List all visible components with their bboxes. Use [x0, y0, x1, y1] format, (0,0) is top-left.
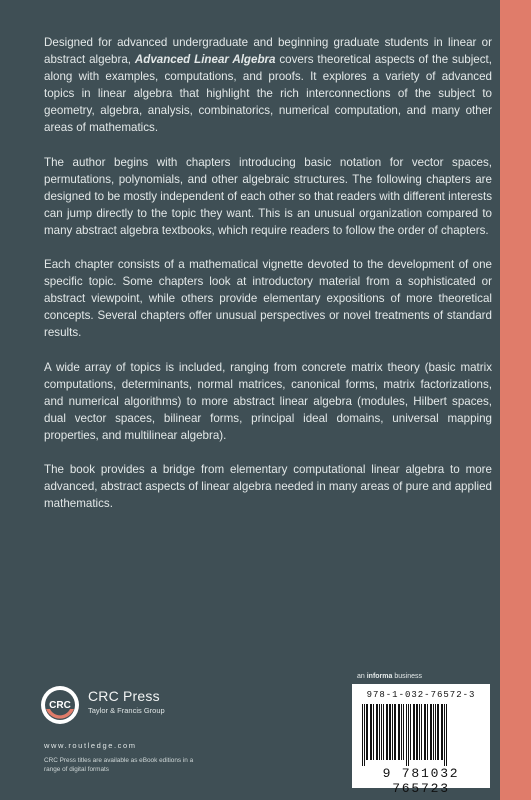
- barcode-bar: [366, 704, 368, 760]
- barcode-bar: [406, 704, 407, 766]
- barcode-bar: [373, 704, 374, 760]
- blurb-p1-intro: Designed for advanced undergraduate and beginning graduate students in linear or abstract algebra,: [44, 36, 492, 67]
- book-title-inline: Advanced Linear Algebra: [134, 53, 276, 67]
- crc-press-logo: [40, 685, 80, 725]
- informa-brand: informa: [366, 673, 393, 680]
- crc-logo-text: CRC: [49, 700, 71, 711]
- ebook-note: CRC Press titles are available as eBook editions in a range of digital formats: [44, 757, 194, 773]
- blurb-paragraph-2: The author begins with chapters introducing basic notation for vector spaces, permutations, polynomials, and other algebraic structures. The following chapters are designed to be mostly independent of each other so that readers with different interests can jump directly to the topic they want. This is an unusual organization compared to many abstract algebra textbooks, which require readers to follow the order of chapters.: [44, 155, 492, 237]
- barcode-bar: [413, 704, 415, 760]
- informa-business-line: [357, 673, 422, 680]
- barcode-bar: [379, 704, 380, 760]
- barcode-bar: [410, 704, 411, 760]
- barcode-bar: [421, 704, 422, 760]
- publisher-block: [88, 688, 165, 715]
- barcode-bar: [370, 704, 372, 760]
- barcode-bar: [401, 704, 402, 760]
- barcode-bar: [427, 704, 428, 760]
- barcode-bar: [408, 704, 409, 766]
- barcode-bar: [381, 704, 382, 760]
- barcode-bar: [444, 704, 445, 766]
- back-cover-blurb: [44, 34, 492, 529]
- barcode-bar: [389, 704, 391, 760]
- barcode-bar: [433, 704, 434, 760]
- barcode-bar: [362, 704, 363, 766]
- barcode-bar: [419, 704, 420, 760]
- barcode-bar: [398, 704, 400, 760]
- barcode-bar: [364, 704, 365, 766]
- blurb-p1-rest: covers theoretical aspects of the subject, along with examples, computations, and proofs. It explores a variety of advanced topics in linear algebra that highlight the rich interconnections of the subject to geometry, algebra, analysis, combinatorics, numerical computation, and many other areas of mathematics.: [44, 53, 492, 135]
- informa-prefix: an: [357, 673, 367, 680]
- barcode-bar: [394, 704, 396, 760]
- informa-suffix: business: [392, 673, 422, 680]
- barcode-bars: [360, 704, 482, 766]
- barcode-bar: [416, 704, 418, 760]
- isbn-barcode: [352, 684, 490, 796]
- barcode-bar: [435, 704, 436, 760]
- publisher-name: CRC Press: [88, 688, 160, 704]
- isbn-digits: 9 781032 765723: [382, 766, 460, 796]
- spine-strip: [500, 0, 531, 800]
- barcode-bar: [430, 704, 432, 760]
- blurb-paragraph-4: A wide array of topics is included, ranging from concrete matrix theory (basic matrix computations, determinants, normal matrices, canonical forms, matrix factorizations, and numerical algorithms) to more abstract linear algebra (modules, Hilbert spaces, dual vector spaces, bilinear forms, principal ideal domains, universal mapping properties, and multilinear algebra).: [44, 360, 492, 442]
- blurb-paragraph-1: [44, 34, 492, 137]
- barcode-bar: [446, 704, 447, 766]
- isbn-hyphenated: 978-1-032-76572-3: [366, 690, 476, 700]
- barcode-bar: [424, 704, 426, 760]
- barcode-bar: [386, 704, 388, 760]
- blurb-paragraph-3: Each chapter consists of a mathematical vignette devoted to the development of one specific topic. Some chapters look at introductory material from a sophisticated or abstract viewpoint, while others provide elementary expositions of more theoretical concepts. Several chapters offer unusual perspectives or novel treatments of standard results.: [44, 258, 492, 340]
- barcode-bar: [441, 704, 443, 760]
- barcode-bar: [403, 704, 404, 760]
- publisher-group: Taylor & Francis Group: [88, 706, 165, 715]
- blurb-paragraph-5: The book provides a bridge from elementary computational linear algebra to more advanced, abstract aspects of linear algebra needed in many areas of pure and applied mathematics.: [44, 462, 492, 511]
- publisher-url[interactable]: www.routledge.com: [44, 741, 137, 750]
- barcode-bar: [392, 704, 393, 760]
- barcode-bar: [376, 704, 378, 760]
- barcode-bar: [437, 704, 439, 760]
- barcode-bar: [383, 704, 384, 760]
